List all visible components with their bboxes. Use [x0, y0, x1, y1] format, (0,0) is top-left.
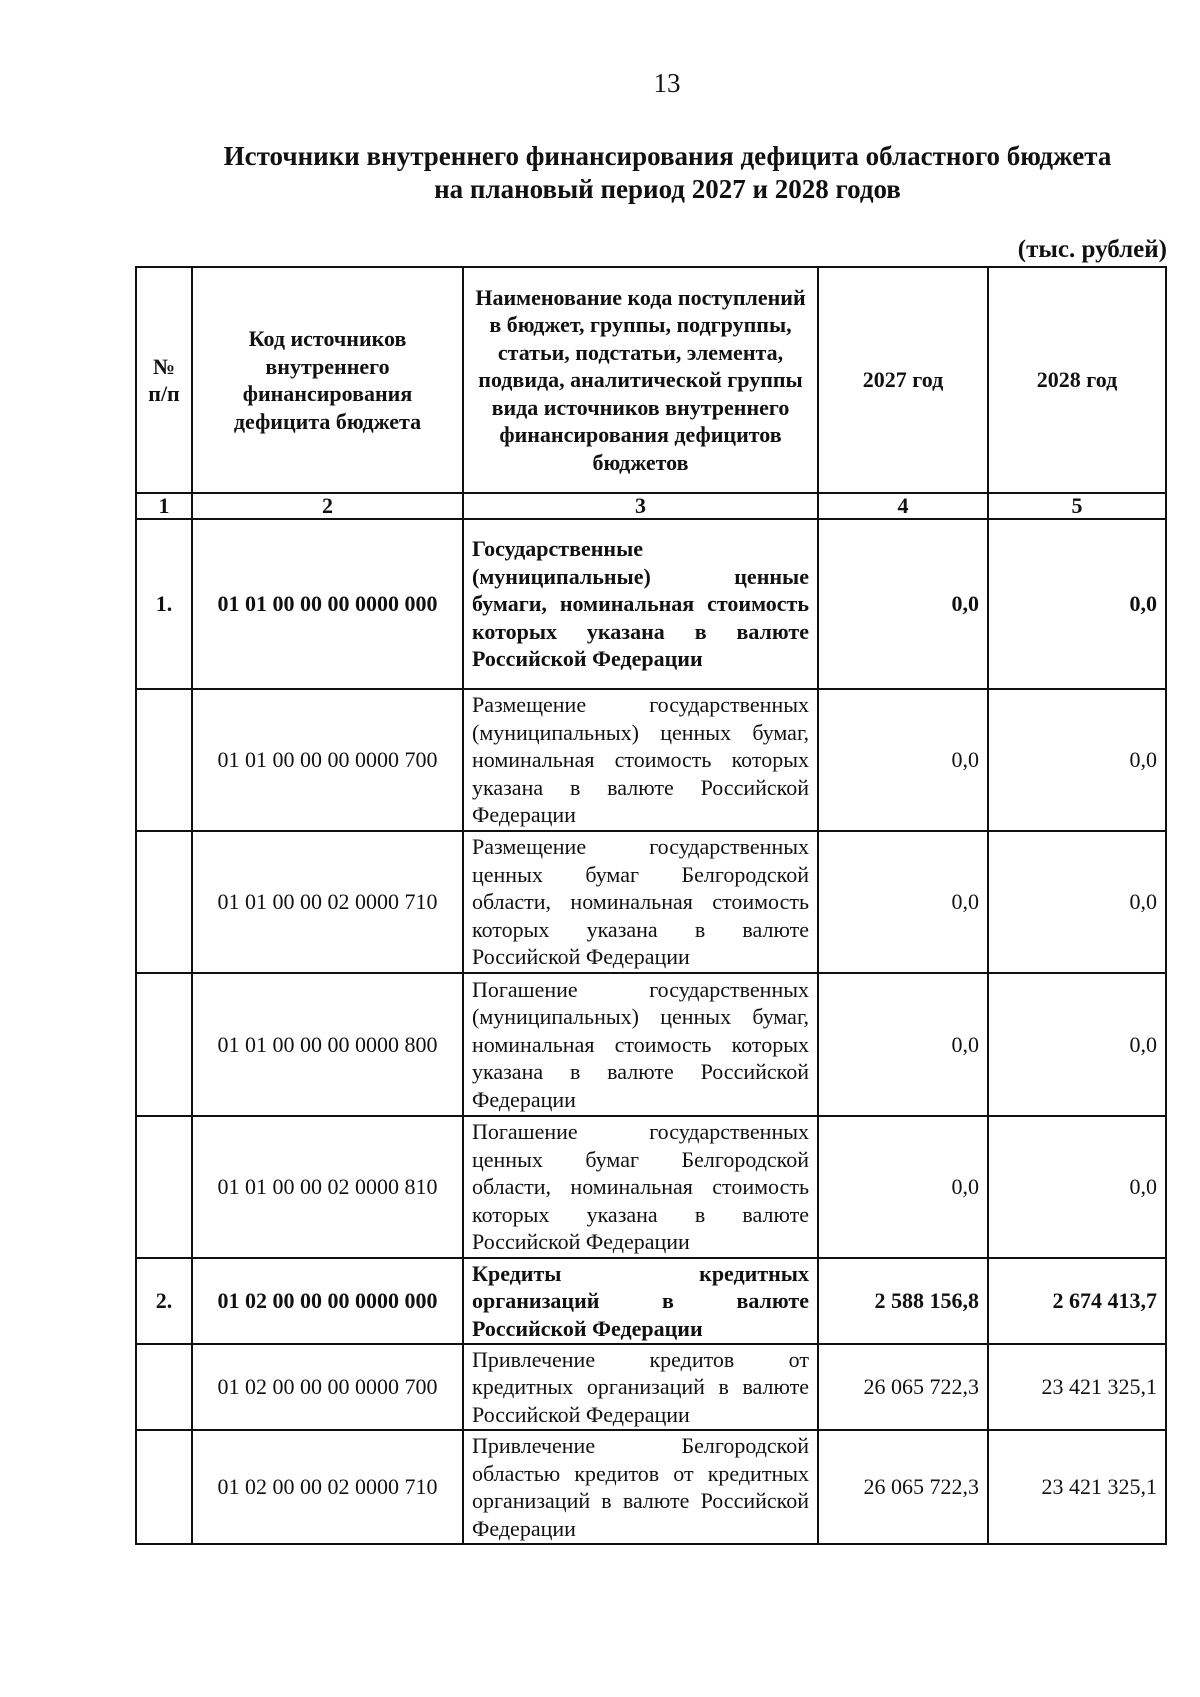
header-num: № п/п [136, 267, 192, 493]
column-index: 5 [988, 493, 1166, 519]
table-row [136, 1430, 1166, 1544]
table-row [136, 1344, 1166, 1430]
amount-2028: 0,0 [988, 831, 1166, 973]
header-code: Код источников внутреннего финансирования дефицита бюджета [192, 267, 463, 493]
row-number [136, 1344, 192, 1430]
source-name: Государственные (муниципальные) ценные бумаги, номинальная стоимость которых указана в валюте Российской Федерации [463, 519, 818, 689]
row-number [136, 831, 192, 973]
column-index: 2 [192, 493, 463, 519]
source-name: Погашение государственных ценных бумаг Белгородской области, номинальная стоимость которых указана в валюте Российской Федерации [463, 1116, 818, 1258]
row-number [136, 1116, 192, 1258]
amount-2027: 26 065 722,3 [818, 1344, 988, 1430]
amount-2027: 26 065 722,3 [818, 1430, 988, 1544]
amount-2028: 23 421 325,1 [988, 1344, 1166, 1430]
amount-2027: 2 588 156,8 [818, 1258, 988, 1344]
page-number: 13 [653, 68, 681, 98]
budget-sources-table [135, 266, 1167, 1545]
source-code: 01 01 00 00 00 0000 700 [192, 689, 463, 831]
row-number: 1. [136, 519, 192, 689]
column-index-row [136, 493, 1166, 519]
table-row [136, 1258, 1166, 1344]
amount-2027: 0,0 [818, 519, 988, 689]
row-number [136, 1430, 192, 1544]
table-row [136, 973, 1166, 1116]
title-line-2: на плановый период 2027 и 2028 годов [434, 174, 901, 204]
table-header-row [136, 267, 1166, 493]
table-row [136, 1116, 1166, 1258]
table-row [136, 831, 1166, 973]
source-name: Погашение государственных (муниципальных) ценных бумаг, номинальная стоимость которых указана в валюте Российской Федерации [463, 973, 818, 1116]
amount-2027: 0,0 [818, 1116, 988, 1258]
table-row [136, 519, 1166, 689]
source-code: 01 02 00 00 02 0000 710 [192, 1430, 463, 1544]
source-name: Кредиты кредитных организаций в валюте Российской Федерации [463, 1258, 818, 1344]
row-number [136, 973, 192, 1116]
amount-2028: 2 674 413,7 [988, 1258, 1166, 1344]
source-code: 01 01 00 00 02 0000 810 [192, 1116, 463, 1258]
amount-2027: 0,0 [818, 831, 988, 973]
units-label: (тыс. рублей) [1017, 236, 1167, 263]
source-name: Размещение государственных (муниципальных) ценных бумаг, номинальная стоимость которых указана в валюте Российской Федерации [463, 689, 818, 831]
document-title [160, 140, 1175, 206]
amount-2028: 0,0 [988, 973, 1166, 1116]
source-code: 01 01 00 00 02 0000 710 [192, 831, 463, 973]
row-number: 2. [136, 1258, 192, 1344]
amount-2028: 0,0 [988, 1116, 1166, 1258]
source-code: 01 01 00 00 00 0000 800 [192, 973, 463, 1116]
row-number [136, 689, 192, 831]
amount-2027: 0,0 [818, 689, 988, 831]
amount-2027: 0,0 [818, 973, 988, 1116]
source-code: 01 02 00 00 00 0000 700 [192, 1344, 463, 1430]
amount-2028: 0,0 [988, 519, 1166, 689]
column-index: 3 [463, 493, 818, 519]
header-2027: 2027 год [818, 267, 988, 493]
source-code: 01 01 00 00 00 0000 000 [192, 519, 463, 689]
column-index: 1 [136, 493, 192, 519]
title-line-1: Источники внутреннего финансирования дефицита областного бюджета [223, 141, 1112, 171]
source-code: 01 02 00 00 00 0000 000 [192, 1258, 463, 1344]
amount-2028: 0,0 [988, 689, 1166, 831]
source-name: Привлечение кредитов от кредитных организаций в валюте Российской Федерации [463, 1344, 818, 1430]
column-index: 4 [818, 493, 988, 519]
amount-2028: 23 421 325,1 [988, 1430, 1166, 1544]
header-name: Наименование кода поступлений в бюджет, группы, подгруппы, статьи, подстатьи, элемента, подвида, аналитической группы вида источников внутреннего финансирования дефицитов бюджетов [463, 267, 818, 493]
source-name: Размещение государственных ценных бумаг Белгородской области, номинальная стоимость которых указана в валюте Российской Федерации [463, 831, 818, 973]
table-row [136, 689, 1166, 831]
header-2028: 2028 год [988, 267, 1166, 493]
source-name: Привлечение Белгородской областью кредитов от кредитных организаций в валюте Российской Федерации [463, 1430, 818, 1544]
